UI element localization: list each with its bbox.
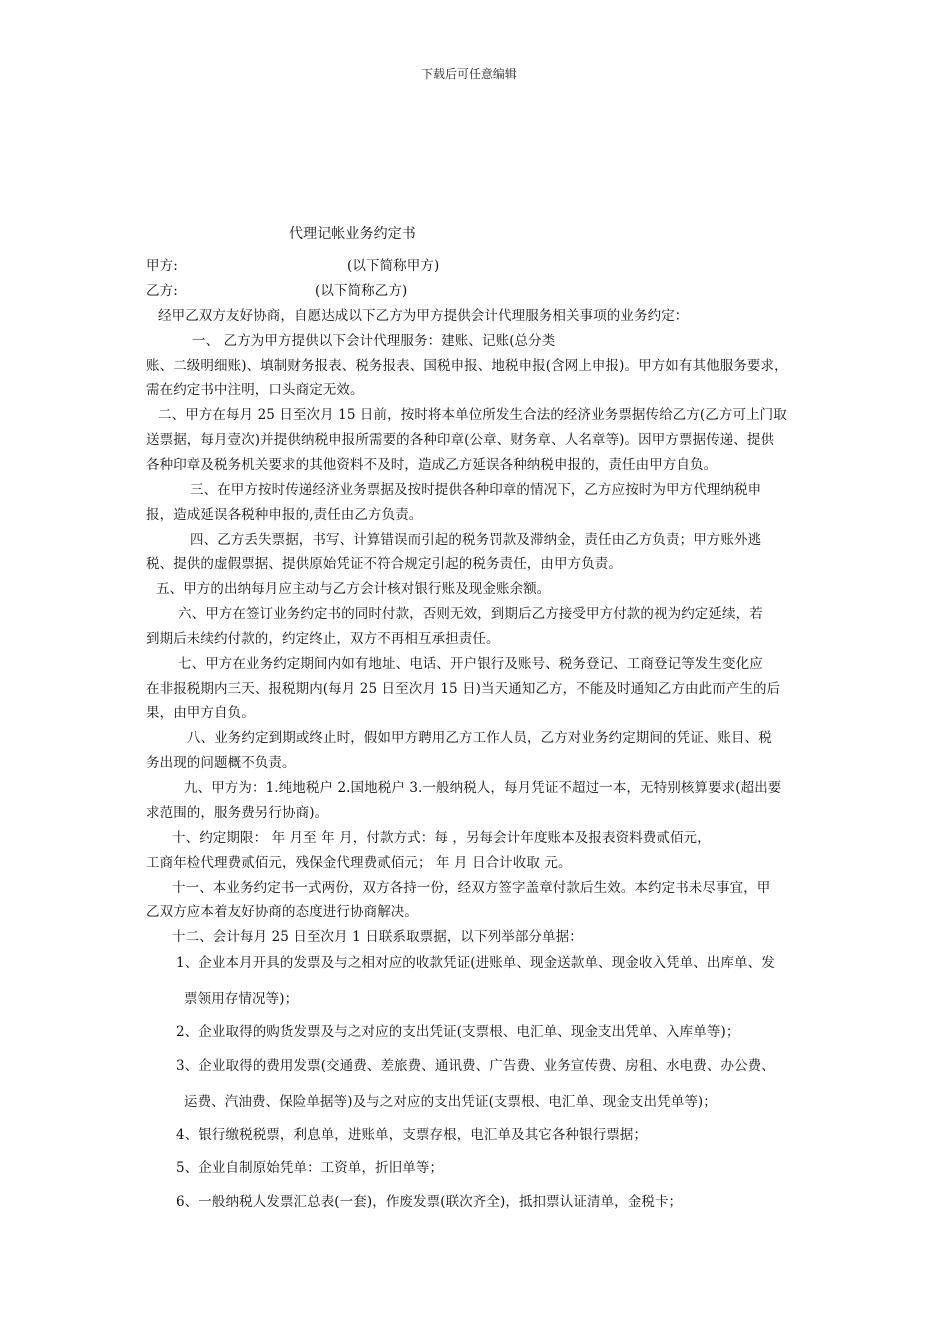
clause-10-line: 工商年检代理费贰佰元，残保金代理费贰佰元； 年 月 日合计收取 元。 bbox=[146, 855, 572, 871]
clause-6-line: 到期后未续约付款的，约定终止，双方不再相互承担责任。 bbox=[146, 631, 500, 647]
clause-10-line: 十、约定期限： 年 月至 年 月，付款方式：每 ，另每会计年度账本及报表资料费贰佰元， bbox=[172, 830, 711, 846]
list-item-5: 5、企业自制原始凭单：工资单，折旧单等； bbox=[176, 1160, 444, 1176]
party-a-note: (以下简称甲方) bbox=[347, 258, 440, 274]
clause-9-line: 求范围的，服务费另行协商)。 bbox=[146, 805, 329, 821]
clause-7-line: 果，由甲方自负。 bbox=[146, 705, 255, 721]
clause-4-line: 四、乙方丢失票据，书写、计算错误而引起的税务罚款及滞纳金，责任由乙方负责；甲方账外逃 bbox=[190, 532, 762, 548]
list-item-3: 运费、汽油费、保险单据等)及与之对应的支出凭证(支票根、电汇单、现金支出凭单等)； bbox=[184, 1094, 717, 1110]
clause-11-line: 十一、本业务约定书一式两份，双方各持一份，经双方签字盖章付款后生效。本约定书未尽事宜，甲 bbox=[172, 880, 771, 896]
clause-4-line: 税、提供的虚假票据、提供原始凭证不符合规定引起的税务责任，由甲方负责。 bbox=[146, 556, 622, 572]
clause-1-line: 账、二级明细账)、填制财务报表、税务报表、国税申报、地税申报(含网上申报)。甲方如有其他服务要求， bbox=[146, 358, 788, 374]
list-item-4: 4、银行缴税税票，利息单，进账单，支票存根，电汇单及其它各种银行票据； bbox=[176, 1127, 648, 1143]
clause-2-line: 二、甲方在每月 25 日至次月 15 日前，按时将本单位所发生合法的经济业务票据传给乙方(乙方可上门取 bbox=[158, 407, 787, 423]
clause-3-line: 三、在甲方按时传递经济业务票据及按时提供各种印章的情况下，乙方应按时为甲方代理纳税申 bbox=[190, 482, 762, 498]
list-item-1: 票领用存情况等)； bbox=[184, 991, 299, 1007]
party-b-note: (以下简称乙方) bbox=[315, 283, 408, 299]
clause-1-line: 需在约定书中注明，口头商定无效。 bbox=[146, 382, 364, 398]
clause-2-line: 送票据，每月壹次)并提供纳税申报所需要的各种印章(公章、财务章、人名章等)。因甲方票据传递、提供 bbox=[146, 432, 775, 448]
clause-7-line: 在非报税期内三天、报税期内(每月 25 日至次月 15 日)当天通知乙方，不能及时通知乙方由此而产生的后 bbox=[146, 681, 781, 697]
clause-8-line: 务出现的问题概不负责。 bbox=[146, 755, 296, 771]
clause-7-line: 七、甲方在业务约定期间内如有地址、电话、开户银行及账号、税务登记、工商登记等发生变化应 bbox=[178, 656, 763, 672]
party-a-label: 甲方: bbox=[146, 258, 178, 274]
document-title: 代理记帐业务约定书 bbox=[289, 226, 416, 242]
clause-3-line: 报，造成延误各税种申报的,责任由乙方负责。 bbox=[146, 507, 423, 523]
clause-6-line: 六、甲方在签订业务约定书的同时付款，否则无效，到期后乙方接受甲方付款的视为约定延续，若 bbox=[178, 606, 763, 622]
clause-8-line: 八、业务约定到期或终止时，假如甲方聘用乙方工作人员，乙方对业务约定期间的凭证、账目、税 bbox=[187, 730, 772, 746]
list-item-6: 6、一般纳税人发票汇总表(一套)，作废发票(联次齐全)，抵扣票认证清单，金税卡； bbox=[176, 1194, 683, 1210]
clause-9-line: 九、甲方为：1.纯地税户 2.国地税户 3.一般纳税人，每月凭证不超过一本，无特别核算要求(超出要 bbox=[184, 780, 782, 796]
clause-12-line: 十二、会计每月 25 日至次月 1 日联系取票据，以下列举部分单据： bbox=[172, 929, 583, 945]
list-item-2: 2、企业取得的购货发票及与之对应的支出凭证(支票根、电汇单、现金支出凭单、入库单等)； bbox=[176, 1024, 740, 1040]
list-item-3: 3、企业取得的费用发票(交通费、差旅费、通讯费、广告费、业务宣传费、房租、水电费、办公费、 bbox=[176, 1058, 775, 1074]
clause-1-line: 一、 乙方为甲方提供以下会计代理服务：建账、记账(总分类 bbox=[192, 333, 556, 349]
party-b-label: 乙方: bbox=[146, 283, 178, 299]
clause-11-line: 乙双方应本着友好协商的态度进行协商解决。 bbox=[146, 904, 418, 920]
intro-line: 经甲乙双方友好协商，自愿达成以下乙方为甲方提供会计代理服务相关事项的业务约定： bbox=[158, 308, 689, 324]
clause-5-line: 五、甲方的出纳每月应主动与乙方会计核对银行账及现金账余额。 bbox=[156, 581, 551, 597]
list-item-1: 1、企业本月开具的发票及与之相对应的收款凭证(进账单、现金送款单、现金收入凭单、出库单、发 bbox=[176, 955, 775, 971]
page-header: 下载后可任意编辑 bbox=[421, 67, 517, 81]
clause-2-line: 各种印章及税务机关要求的其他资料不及时，造成乙方延误各种纳税申报的，责任由甲方自负。 bbox=[146, 457, 718, 473]
